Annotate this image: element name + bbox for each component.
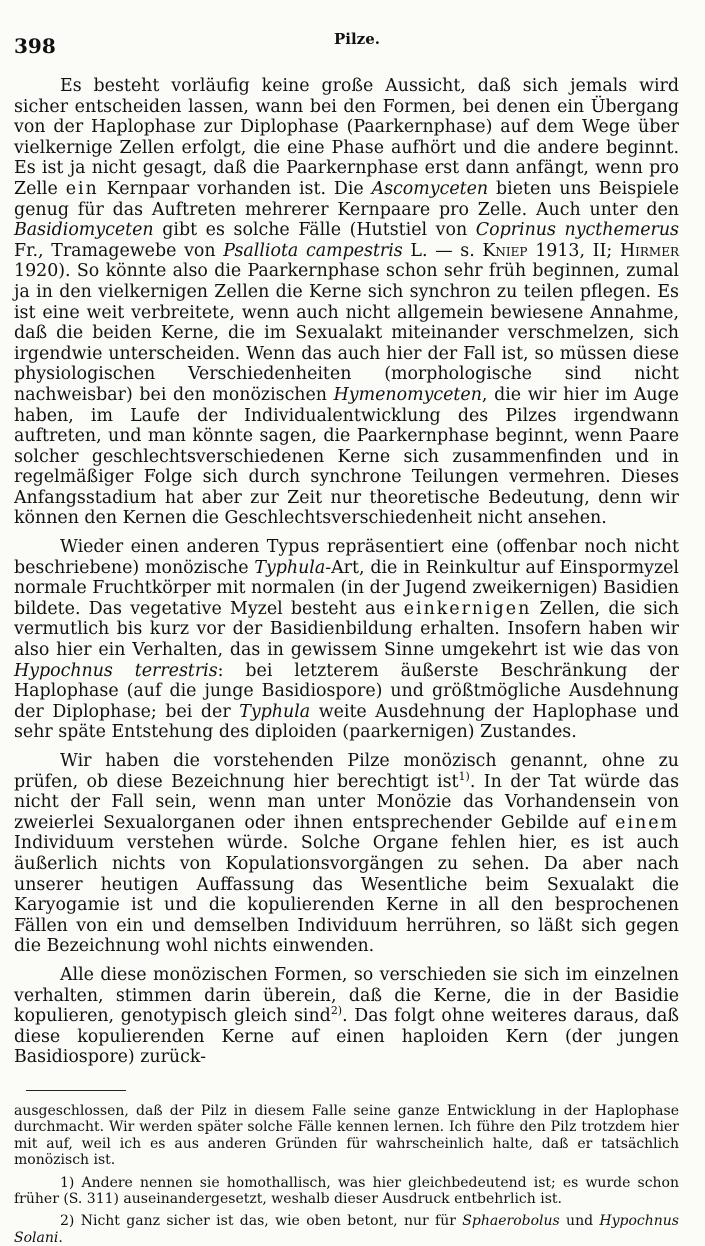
paragraph-4 [14,965,679,1068]
text-run: , die wir hier im Auge haben, im Laufe der Individualentwicklung des Pilzes irgendwann auftreten, und man könnte sagen, die Paarkernphase beginnt, wenn Paare solcher geschlechtsverschiedenen Kerne sich zusammenfinden und in regelmäßiger Folge sich durch synchrone Teilungen vermehren. Dieses Anfangsstadium hat aber zur Zeit nur theoretische Bedeutung, denn wir können den Kernen die Geschlechtsverschiedenheit nicht ansehen. [14,384,679,529]
text-run: 2) Nicht ganz sicher ist das, wie oben betont, nur für [60,1213,463,1230]
text-run: und [559,1213,600,1230]
footnote-ref[interactable]: 1) [458,769,470,783]
running-title: Pilze. [334,30,380,48]
author-name: Kniep [482,240,528,261]
text-run: 1920). So könnte also die Paarkernphase schon sehr früh beginnen, zumal ja in den vielkernigen Zellen die Kerne sich synchron zu teilen pflegen. Es ist eine weit verbreitete, wenn auch nicht allgemein bewiesene Annahme, daß die beiden Kerne, die im Sexualakt miteinander verschmelzen, sich irgendwie unterscheiden. Wenn das auch hier der Fall ist, so müssen diese physiologischen Verschiedenheiten (morphologische sind nicht nachweisbar) bei den monözischen [14,261,679,405]
emphasis-spaced: einkernigen [403,598,532,619]
text-run: Kernpaar vorhanden ist. Die [98,178,372,199]
main-text [14,76,679,1068]
taxon-name: Typhula [239,701,311,722]
text-run: bieten uns Beispiele genug für das Auftreten mehrerer Kernpaare pro Zelle. Auch unter den [14,178,679,220]
text-run: . In der Tat würde das nicht der Fall sein, wenn man unter Monözie das Vorhandensein von zweierlei Sexualorganen oder ihnen entsprechender Gebilde auf [14,771,679,833]
text-run: Es besteht vorläufig keine große Aussicht, daß sich jemals wird sicher entscheiden lassen, wann bei den Formen, bei denen ein Übergang von der Haplophase zur Diplophase (Paarkernphase) auf dem Wege über vielkernige Zellen erfolgt, die eine Phase aufhört und die andere beginnt. Es ist ja nicht gesagt, daß die Paarkernphase erst dann anfängt, wenn pro Zelle [14,76,679,199]
text-run: Alle diese monözischen Formen, so verschieden sie sich im einzelnen verhalten, stimmen darin überein, daß die Kerne, die in der Basidie kopulieren, genotypisch gleich sind [14,964,679,1027]
emphasis-spaced: einem [615,812,679,833]
text-run: : bei letzterem äußerste Beschränkung der Haplophase (auf die junge Basidiospore) und größtmögliche Ausdehnung der Diplophase; bei der [14,660,679,722]
taxon-name: Typhula [254,557,326,578]
species-name: Psalliota campestris [223,240,403,261]
text-run: Zellen, die sich vermutlich bis kurz vor der Basidienbildung erhalten. Insofern haben wir also hier ein Verhalten, das in gewissem Sinne umgekehrt ist wie das von [14,598,679,661]
text-run: Wieder einen anderen Typus repräsentiert eine (offenbar noch nicht beschriebene) monözische [14,537,679,578]
paragraph-2 [14,537,679,743]
species-name: Hypochnus Solani [14,1213,679,1246]
taxon-name: Ascomyceten [371,178,489,199]
text-run: . Das folgt ohne weiteres daraus, daß diese kopulierenden Kerne auf einen haploiden Kern (der jungen Basidiospore) zurück- [14,1006,680,1068]
footnote-continuation: ausgeschlossen, daß der Pilz in diesem Falle seine ganze Entwicklung in der Haplophase durchmacht. Wir werden später solche Fälle kennen lernen. Ich führe den Pilz trotzdem hier mit auf, weil ich es aus anderen Gründen für wahrscheinlich halte, daß er tatsächlich monözisch ist. [14,1102,679,1169]
author-name: Hirmer [619,240,679,261]
text-run: L. — s. [402,240,483,261]
footnote-ref[interactable]: 2) [330,1004,343,1018]
text-run: gibt es solche Fälle (Hutstiel von [153,220,476,241]
footnote-divider [26,1090,126,1091]
text-run: weite Ausdehnung der Haplophase und sehr späte Entstehung des diploiden (paarkernigen) Zustandes. [14,701,679,743]
text-run: 1913, II; [527,240,620,261]
text-run: Individuum verstehen würde. Solche Organe fehlen hier, es ist auch äußerlich nichts von Kopulationsvorgängen zu sehen. Da aber nach unserer heutigen Auffassung das Wesentliche beim Sexualakt die Karyogamie ist und die kopulierenden Kerne in all den besprochenen Fällen von ein und demselben Individuum herrühren, so läßt sich gegen die Bezeichnung wohl nichts einwenden. [14,833,679,957]
footnote-1: 1) Andere nennen sie homothallisch, was hier gleichbedeutend ist; es wurde schon früher (S. 311) auseinandergesetzt, weshalb dieser Ausdruck entbehrlich ist. [14,1174,679,1207]
page-header [14,28,679,58]
taxon-name: Hymenomyceten [333,384,482,405]
taxon-name: Sphaerobolus [462,1213,560,1230]
page-number: 398 [14,34,56,58]
footnote-2 [14,1213,679,1246]
species-name: Hypochnus terrestris [14,660,218,681]
paragraph-1 [14,76,679,529]
footnotes [14,1103,679,1246]
paragraph-3 [14,751,679,957]
text-run: Fr., Tramagewebe von [14,240,224,261]
text-run: -Art, die in Reinkultur auf Einspormyzel normale Fruchtkörper mit normalen (in der Jugend zweikernigen) Basidien bildete. Das vegetative Myzel besteht aus [14,557,679,619]
text-run: . [58,1229,63,1246]
taxon-name: Basidiomyceten [14,220,154,241]
text-run: Wir haben die vorstehenden Pilze monözisch genannt, ohne zu prüfen, ob diese Bezeichnung hier berechtigt ist [14,751,679,792]
emphasis-spaced: ein [65,178,99,199]
species-name: Coprinus nycthemerus [475,220,679,241]
